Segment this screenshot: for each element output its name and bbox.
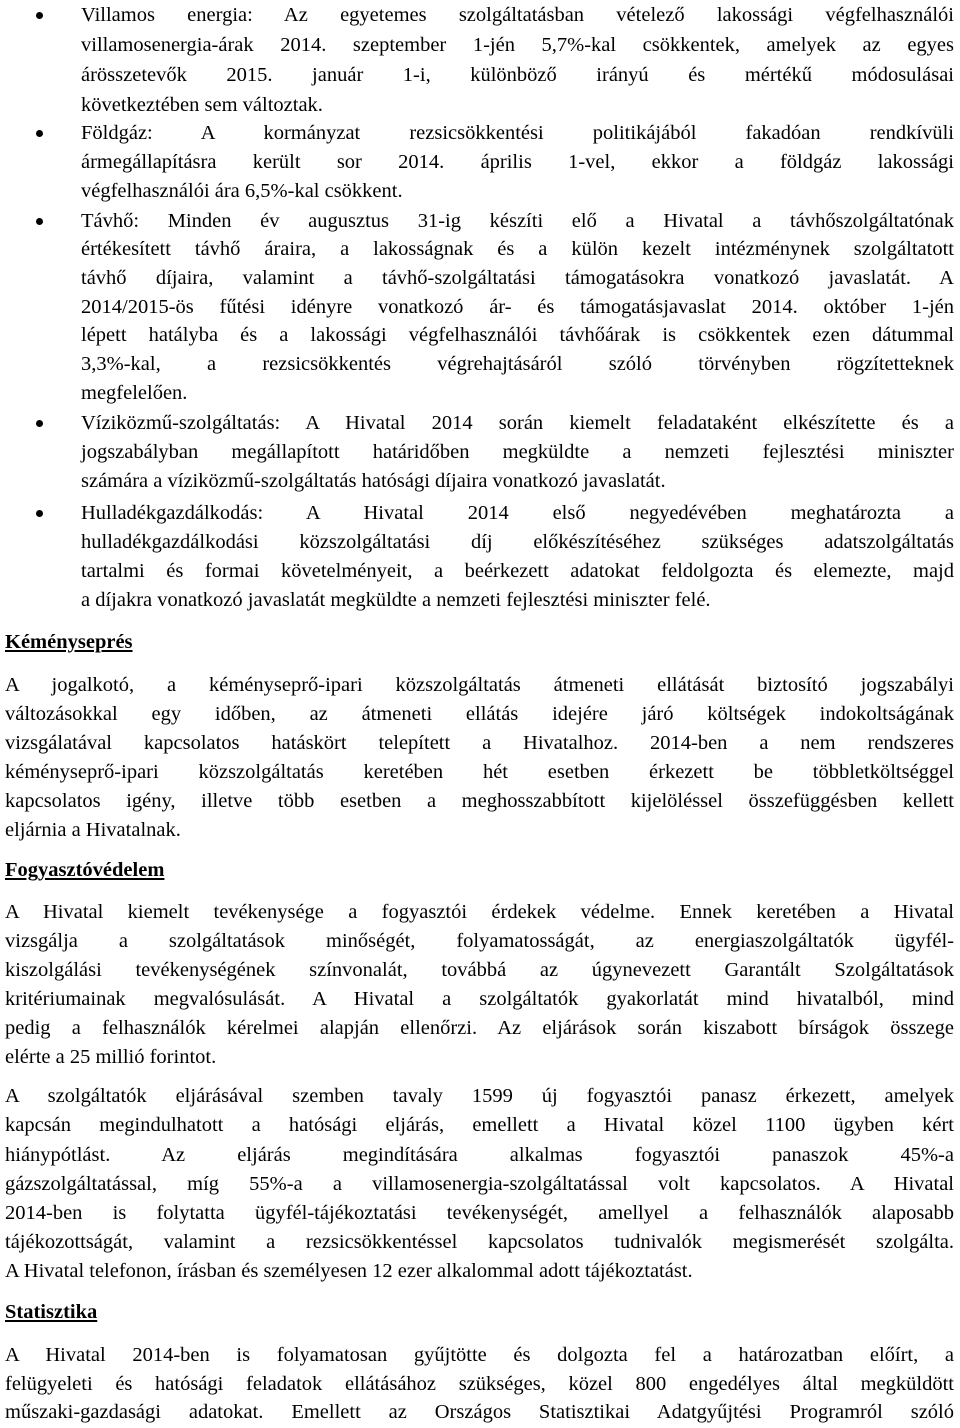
text-line: Víziközmű-szolgáltatás: A Hivatal 2014 során kiemelt feladataként elkészítette és a <box>81 412 954 434</box>
section-heading: Statisztika <box>5 1301 98 1323</box>
bullet-dot <box>36 420 43 427</box>
text-line: a díjakra vonatkozó javaslatát megküldte a nemzeti fejlesztési miniszter felé. <box>81 589 711 611</box>
text-line: hiánypótlást. Az eljárás megindítására alkalmas fogyasztói panaszok 45%-a <box>5 1144 954 1166</box>
text-line: A szolgáltatók eljárásával szemben tavaly 1599 új fogyasztói panasz érkezett, amelyek <box>5 1085 954 1107</box>
text-line: A Hivatal 2014-ben is folyamatosan gyűjtötte és dolgozta fel a határozatban előírt, a <box>5 1344 954 1366</box>
text-line: Villamos energia: Az egyetemes szolgáltatásban vételező lakossági végfelhasználói <box>81 4 954 26</box>
text-line: megfelelően. <box>81 382 188 404</box>
bullet-dot <box>36 510 43 517</box>
text-line: lépett hatályba és a lakossági végfelhasználói távhőárak is csökkentek ezen dátummal <box>81 324 954 346</box>
text-line: elérte a 25 millió forintot. <box>5 1046 217 1068</box>
text-line: kapcsolatos igény, illetve több esetben a meghosszabbított kijelöléssel összefüggésben kellett <box>5 790 954 812</box>
text-line: A jogalkotó, a kéményseprő-ipari közszolgáltatás átmeneti ellátását biztosító jogszabályi <box>5 674 954 696</box>
text-line: árösszetevők 2015. január 1-i, különböző irányú és mértékű módosulásai <box>81 64 954 86</box>
text-line: Hulladékgazdálkodás: A Hivatal 2014 első negyedévében meghatározta a <box>81 502 954 524</box>
text-line: változásokkal egy időben, az átmeneti ellátás idejére járó költségek indokoltságának <box>5 703 954 725</box>
text-line: eljárnia a Hivatalnak. <box>5 819 181 841</box>
text-line: Földgáz: A kormányzat rezsicsökkentési politikájából fakadóan rendkívüli <box>81 122 954 144</box>
text-line: 3,3%-kal, a rezsicsökkentés végrehajtásáról szóló törvényben rögzítetteknek <box>81 353 954 375</box>
text-line: vizsgálja a szolgáltatások minőségét, folyamatosságát, az energiaszolgáltatók ügyfél- <box>5 930 954 952</box>
bullet-dot <box>36 130 43 137</box>
text-line: vizsgálatával kapcsolatos hatáskört telepített a Hivatalhoz. 2014-ben a nem rendszeres <box>5 732 954 754</box>
text-line: ármegállapításra került sor 2014. április 1-vel, ekkor a földgáz lakossági <box>81 151 954 173</box>
text-line: 2014-ben is folytatta ügyfél-tájékoztatási tevékenységét, amellyel a felhasználók alaposabb <box>5 1202 954 1224</box>
text-line: kéményseprő-ipari közszolgáltatás keretében hét esetben érkezett be többletköltséggel <box>5 761 954 783</box>
text-line: Távhő: Minden év augusztus 31-ig készíti elő a Hivatal a távhőszolgáltatónak <box>81 210 954 232</box>
text-line: távhő díjaira, valamint a távhő-szolgáltatási támogatásokra vonatkozó javaslatát. A <box>81 267 954 289</box>
text-line: A Hivatal kiemelt tevékenysége a fogyasztói érdekek védelme. Ennek keretében a Hivatal <box>5 901 954 923</box>
text-line: felügyeleti és hatósági feladatok ellátásához szükséges, közel 800 engedélyes által megküldött <box>5 1373 954 1395</box>
text-line: értékesített távhő áraira, a lakosságnak és a külön kezelt intézménynek szolgáltatott <box>81 238 954 260</box>
text-line: kritériumainak megvalósulását. A Hivatal a szolgáltatók gyakorlatát mind hivatalból, mind <box>5 988 954 1010</box>
text-line: jogszabályban megállapított határidőben megküldte a nemzeti fejlesztési miniszter <box>81 441 954 463</box>
text-line: következtében sem változtak. <box>81 94 323 116</box>
text-line: tartalmi és formai követelményeit, a beérkezett adatokat feldolgozta és elemezte, majd <box>81 560 954 582</box>
text-line: villamosenergia-árak 2014. szeptember 1-jén 5,7%-kal csökkentek, amelyek az egyes <box>81 34 954 56</box>
text-line: kapcsán megindulhatott a hatósági eljárás, emellett a Hivatal közel 1100 ügyben kért <box>5 1114 954 1136</box>
text-line: 2014/2015-ös fűtési idényre vonatkozó ár- és támogatásjavaslat 2014. október 1-jén <box>81 296 954 318</box>
text-line: hulladékgazdálkodási közszolgáltatási díj előkészítéséhez szükséges adatszolgáltatás <box>81 531 954 553</box>
text-line: műszaki-gazdasági adatokat. Emellett az Országos Statisztikai Adatgyűjtési Programról szóló <box>5 1401 954 1423</box>
text-line: kiszolgálási tevékenységének színvonalát, továbbá az úgynevezett Garantált Szolgáltatások <box>5 959 954 981</box>
text-line: pedig a felhasználók kérelmei alapján ellenőrzi. Az eljárások során kiszabott bírságok összege <box>5 1017 954 1039</box>
section-heading: Fogyasztóvédelem <box>5 859 165 881</box>
text-line: A Hivatal telefonon, írásban és személyesen 12 ezer alkalommal adott tájékoztatást. <box>5 1260 693 1282</box>
text-line: tájékozottságát, valamint a rezsicsökkentéssel kapcsolatos tudnivalók megismerését szolgálta. <box>5 1231 954 1253</box>
bullet-dot <box>36 218 43 225</box>
bullet-dot <box>36 12 43 19</box>
text-line: végfelhasználói ára 6,5%-kal csökkent. <box>81 180 403 202</box>
section-heading: Kéményseprés <box>5 631 133 653</box>
text-line: gázszolgáltatással, míg 55%-a a villamosenergia-szolgáltatással volt kapcsolatos. A Hivatal <box>5 1173 954 1195</box>
text-line: számára a víziközmű-szolgáltatás hatósági díjaira vonatkozó javaslatát. <box>81 470 666 492</box>
